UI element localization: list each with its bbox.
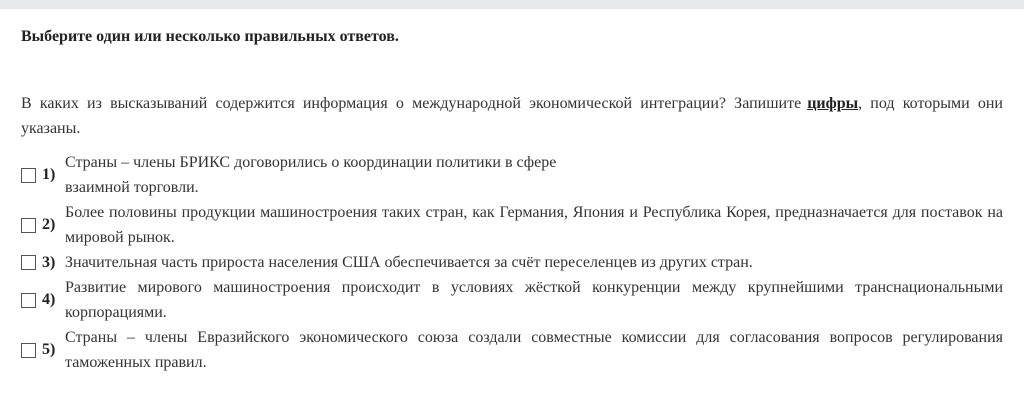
answer-checkbox-1[interactable] [21, 168, 36, 183]
answer-checkbox-2[interactable] [21, 218, 36, 233]
answer-number-2: 2) [42, 216, 56, 233]
answer-options [21, 150, 1003, 375]
question-text-before: В каких из высказываний содержится информация о международной экономической интеграции? Запишите [21, 95, 802, 112]
top-strip [0, 0, 1024, 9]
answer-number-5: 5) [42, 341, 56, 358]
answer-option-2[interactable] [21, 200, 1003, 250]
task-instruction: Выберите один или несколько правильных ответов. [21, 28, 399, 45]
answer-checkbox-3[interactable] [21, 255, 36, 270]
answer-text-3: Значительная часть прироста населения США обеспечивается за счёт переселенцев из других стран. [65, 254, 753, 271]
answer-number-4: 4) [42, 291, 56, 308]
answer-option-4[interactable] [21, 275, 1003, 325]
answer-text-5: Страны – члены Евразийского экономического союза создали совместные комиссии для согласования вопросов регулирования таможенных правил. [65, 329, 1003, 371]
question-text-after: , под которыми они указаны. [21, 95, 1003, 137]
answer-text-4: Развитие мирового машиностроения происходит в условиях жёсткой конкуренции между крупнейшими транснациональными корпорациями. [65, 279, 1003, 321]
answer-checkbox-4[interactable] [21, 293, 36, 308]
answer-text-1: Страны – члены БРИКС договорились о координации политики в сфере взаимной торговли. [65, 154, 557, 196]
question-text [21, 91, 1003, 141]
answer-option-5[interactable] [21, 325, 1003, 375]
answer-number-1: 1) [42, 166, 56, 183]
answer-text-2: Более половины продукции машиностроения таких стран, как Германия, Япония и Республика Корея, предназначается для поставок на мировой рынок. [65, 204, 1003, 246]
answer-option-1[interactable] [21, 150, 1003, 200]
answer-option-3[interactable] [21, 250, 1003, 275]
question-emphasis: цифры [807, 95, 859, 112]
answer-number-3: 3) [42, 253, 56, 271]
answer-checkbox-5[interactable] [21, 343, 36, 358]
